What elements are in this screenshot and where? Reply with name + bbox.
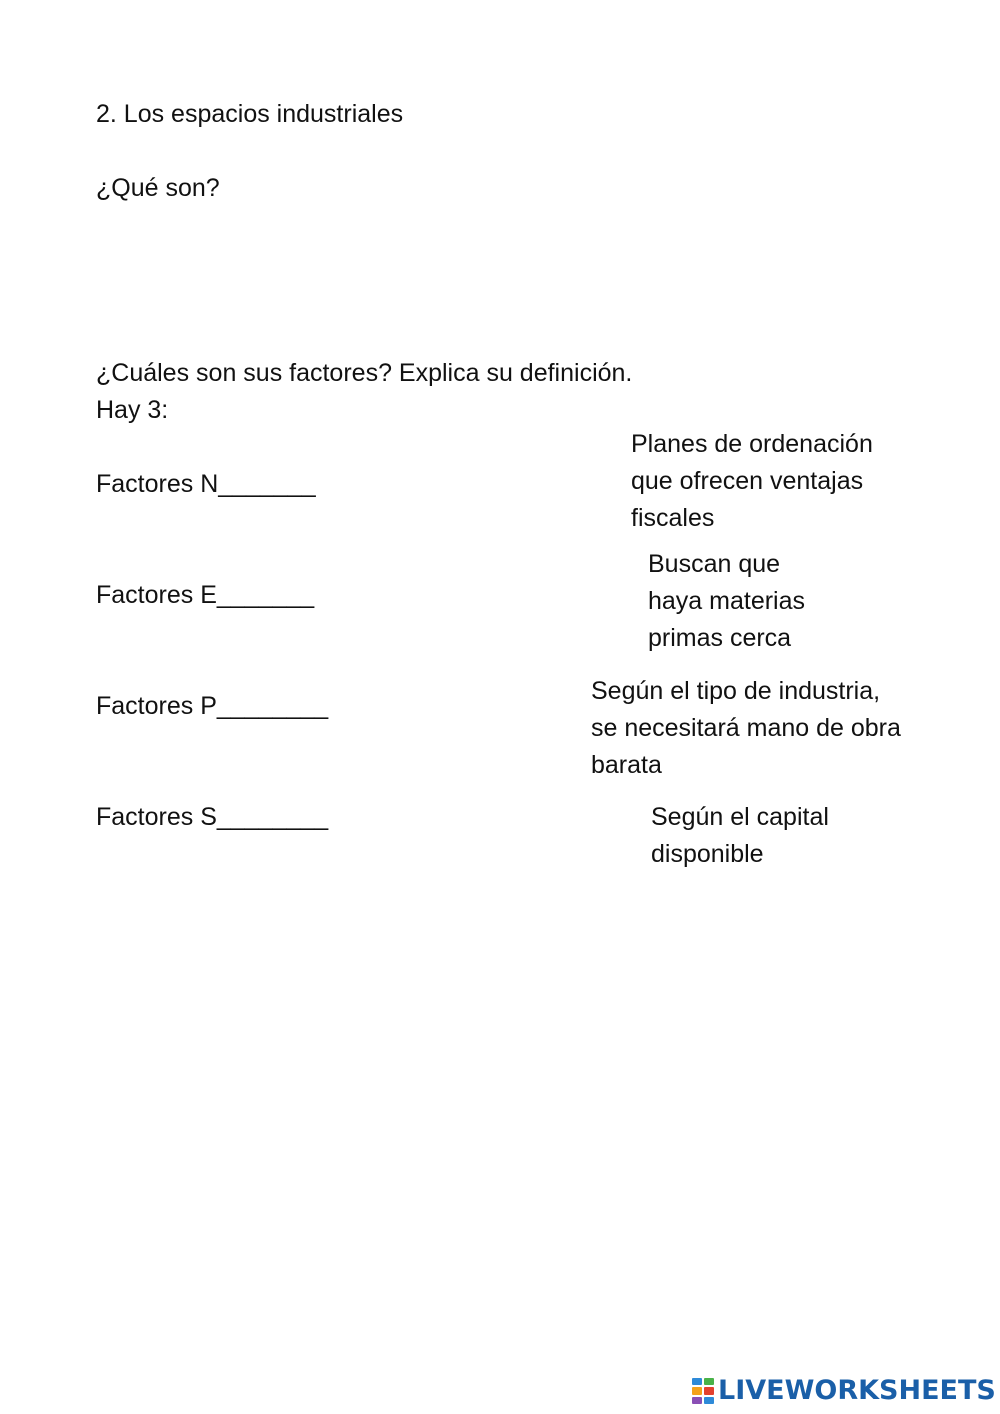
definition-line: que ofrecen ventajas xyxy=(631,467,864,495)
definition-line: haya materias xyxy=(648,587,806,615)
definition-card-2[interactable] xyxy=(648,546,805,657)
factor-row-e xyxy=(96,577,314,614)
definition-card-3[interactable] xyxy=(591,673,901,784)
factor-label: Factores E xyxy=(96,581,217,609)
question-what-are: ¿Qué son? xyxy=(96,174,220,202)
factor-row-s xyxy=(96,799,328,836)
definition-line: fiscales xyxy=(631,504,715,532)
question-factors: ¿Cuáles son sus factores? Explica su definición. xyxy=(96,359,633,387)
definition-line: barata xyxy=(591,751,662,779)
definition-line: se necesitará mano de obra xyxy=(591,714,901,742)
definition-line: primas cerca xyxy=(648,624,792,652)
definition-line: Buscan que xyxy=(648,550,781,578)
liveworksheets-watermark xyxy=(692,1374,996,1408)
definition-card-1[interactable] xyxy=(631,426,873,537)
watermark-text: LIVEWORKSHEETS xyxy=(718,1375,996,1406)
liveworksheets-logo-icon xyxy=(692,1378,714,1404)
factor-label: Factores P xyxy=(96,692,217,720)
factor-label: Factores N xyxy=(96,470,219,498)
definition-line: Según el capital xyxy=(651,803,829,831)
answer-blank-s[interactable]: ________ xyxy=(216,803,329,831)
answer-blank-e[interactable]: _______ xyxy=(216,581,315,609)
definition-line: Según el tipo de industria, xyxy=(591,677,881,705)
factor-row-n xyxy=(96,466,316,503)
definition-line: disponible xyxy=(651,840,764,868)
definition-line: Planes de ordenación xyxy=(631,430,873,458)
worksheet-heading: 2. Los espacios industriales xyxy=(96,100,404,128)
factors-count-hint: Hay 3: xyxy=(96,396,169,424)
answer-blank-n[interactable]: _______ xyxy=(218,470,316,498)
factor-row-p xyxy=(96,688,328,725)
answer-blank-p[interactable]: ________ xyxy=(216,692,329,720)
factor-label: Factores S xyxy=(96,803,217,831)
definition-card-4[interactable] xyxy=(651,799,829,873)
